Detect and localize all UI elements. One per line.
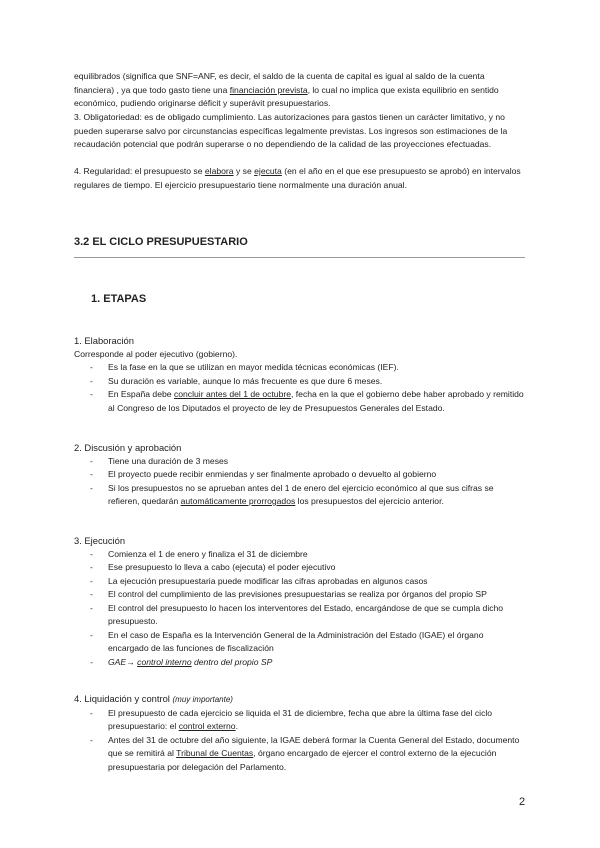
list-item: - Es la fase en la que se utilizan en mayor medida técnicas económicas (IEF). <box>74 361 526 375</box>
list-item: - La ejecución presupuestaria puede modificar las cifras aprobadas en algunos casos <box>74 575 526 589</box>
subsection-title: 1. ETAPAS <box>91 293 147 305</box>
list-item-text: Antes del 31 de octubre del año siguiente, la IGAE deberá formar la Cuenta General del Estado, documento que se remitirá al <box>108 734 520 758</box>
list-item-text: . <box>235 721 238 731</box>
elaboracion-intro: Corresponde al poder ejecutivo (gobierno). <box>74 348 238 359</box>
section-title: 3.2 EL CICLO PRESUPUESTARIO <box>74 236 248 248</box>
regularidad-underlined-ejecuta: ejecuta <box>254 166 282 176</box>
elaboracion-title: 1. Elaboración <box>74 335 134 346</box>
list-item: - Comienza el 1 de enero y finaliza el 31 de diciembre <box>74 548 526 562</box>
list-item: - En el caso de España es la Intervención General de la Administración del Estado (IGAE) el órgano encargado de las funciones de fiscalización <box>74 629 526 656</box>
list-item: - El control del presupuesto lo hacen los interventores del Estado, encargándose de que se cumpla dicho presupuesto. <box>74 602 526 629</box>
list-item <box>74 656 526 670</box>
liquidacion-title <box>74 692 526 707</box>
list-item-text: dentro del propio SP <box>191 656 273 667</box>
elaboracion-list <box>74 361 526 415</box>
underlined-text: concluir antes del 1 de octubre <box>173 389 291 399</box>
discusion-title: 2. Discusión y aprobación <box>74 442 182 453</box>
liquidacion-list <box>74 707 526 775</box>
intro-text-part: , lo cual no implica que exista equilibrio en sentido económico, pudiendo originarse déficit y superávit presupuestarios. <box>74 84 499 108</box>
elaboracion-section <box>74 334 526 415</box>
regularidad-text-part: (en el año en el que ese presupuesto se aprobó) en intervalos regulares de tiempo. El ejercicio presupuestario tiene normalmente una duración anual. <box>74 166 521 190</box>
discusion-list <box>74 455 526 509</box>
regularidad-paragraph <box>74 165 526 192</box>
liquidacion-title-note: (muy importante) <box>172 695 233 704</box>
underlined-text: automáticamente prorrogados <box>180 496 296 506</box>
ejecucion-list <box>74 548 526 670</box>
list-item: - Ese presupuesto lo lleva a cabo (ejecuta) el poder ejecutivo <box>74 561 526 575</box>
list-item-text: los presupuestos del ejercicio anterior. <box>295 496 444 506</box>
regularidad-text-part: 4. Regularidad: el presupuesto se <box>74 166 205 176</box>
regularidad-underlined-elabora: elabora <box>204 166 234 176</box>
underlined-text: Tribunal de Cuentas <box>176 748 254 758</box>
list-item <box>74 388 526 415</box>
intro-text-part: equilibrados (significa que SNF=ANF, es decir, el saldo de la cuenta de capital es igual al saldo de la cuenta financiera) , ya que todo gasto tiene una <box>74 71 485 95</box>
list-item <box>74 482 526 509</box>
regularidad-text-part: y se <box>233 166 255 176</box>
underlined-text: control interno <box>137 656 192 667</box>
liquidacion-section <box>74 692 526 774</box>
ejecucion-title: 3. Ejecución <box>74 535 126 546</box>
section-divider <box>74 257 525 258</box>
list-item <box>74 734 526 775</box>
list-item: - Su duración es variable, aunque lo más frecuente es que dure 6 meses. <box>74 375 526 389</box>
list-item-text: , órgano encargado de ejercer el control externo de la ejecución presupuestaria por delegación del Parlamento. <box>108 748 497 772</box>
list-item-text: El presupuesto de cada ejercicio se liquida el 31 de diciembre, fecha que abre la última fase del ciclo presupuestario: el <box>108 707 493 731</box>
list-item: - El control del cumplimiento de las previsiones presupuestarias se realiza por órganos del propio SP <box>74 588 526 602</box>
list-item: - El proyecto puede recibir enmiendas y ser finalmente aprobado o devuelto al gobierno <box>74 468 526 482</box>
obligatoriedad-paragraph: 3. Obligatoriedad: es de obligado cumplimiento. Las autorizaciones para gastos tienen un carácter limitativo, y no pueden superarse salvo por circunstancias específicas legalmente previstas. Los ingresos son estimaciones de la recaudación potencial que podrán superarse o no dependiendo de la calidad de las proyecciones efectuadas. <box>74 112 508 149</box>
underlined-text: control externo <box>178 721 236 731</box>
list-item-text: En España debe <box>108 389 174 399</box>
intro-equilibrio-paragraph <box>74 70 526 111</box>
liquidacion-title-text: 4. Liquidación y control <box>74 693 173 704</box>
list-item-text: , fecha en la que el gobierno debe haber aprobado y remitido al Congreso de los Diputados el proyecto de ley de Presupuestos Generales del Estado. <box>108 389 524 413</box>
page-number: 2 <box>519 796 526 808</box>
intro-underlined-text: financiación prevista <box>229 84 308 95</box>
list-item-text: GAE→ <box>108 656 138 667</box>
list-item-text: Si los presupuestos no se aprueban antes del 1 de enero del ejercicio económico al que sus cifras se refieren, quedarán <box>108 482 494 506</box>
list-item: - Tiene una duración de 3 meses <box>74 455 526 469</box>
list-item <box>74 707 526 734</box>
ejecucion-section <box>74 534 526 669</box>
discusion-section <box>74 441 526 509</box>
